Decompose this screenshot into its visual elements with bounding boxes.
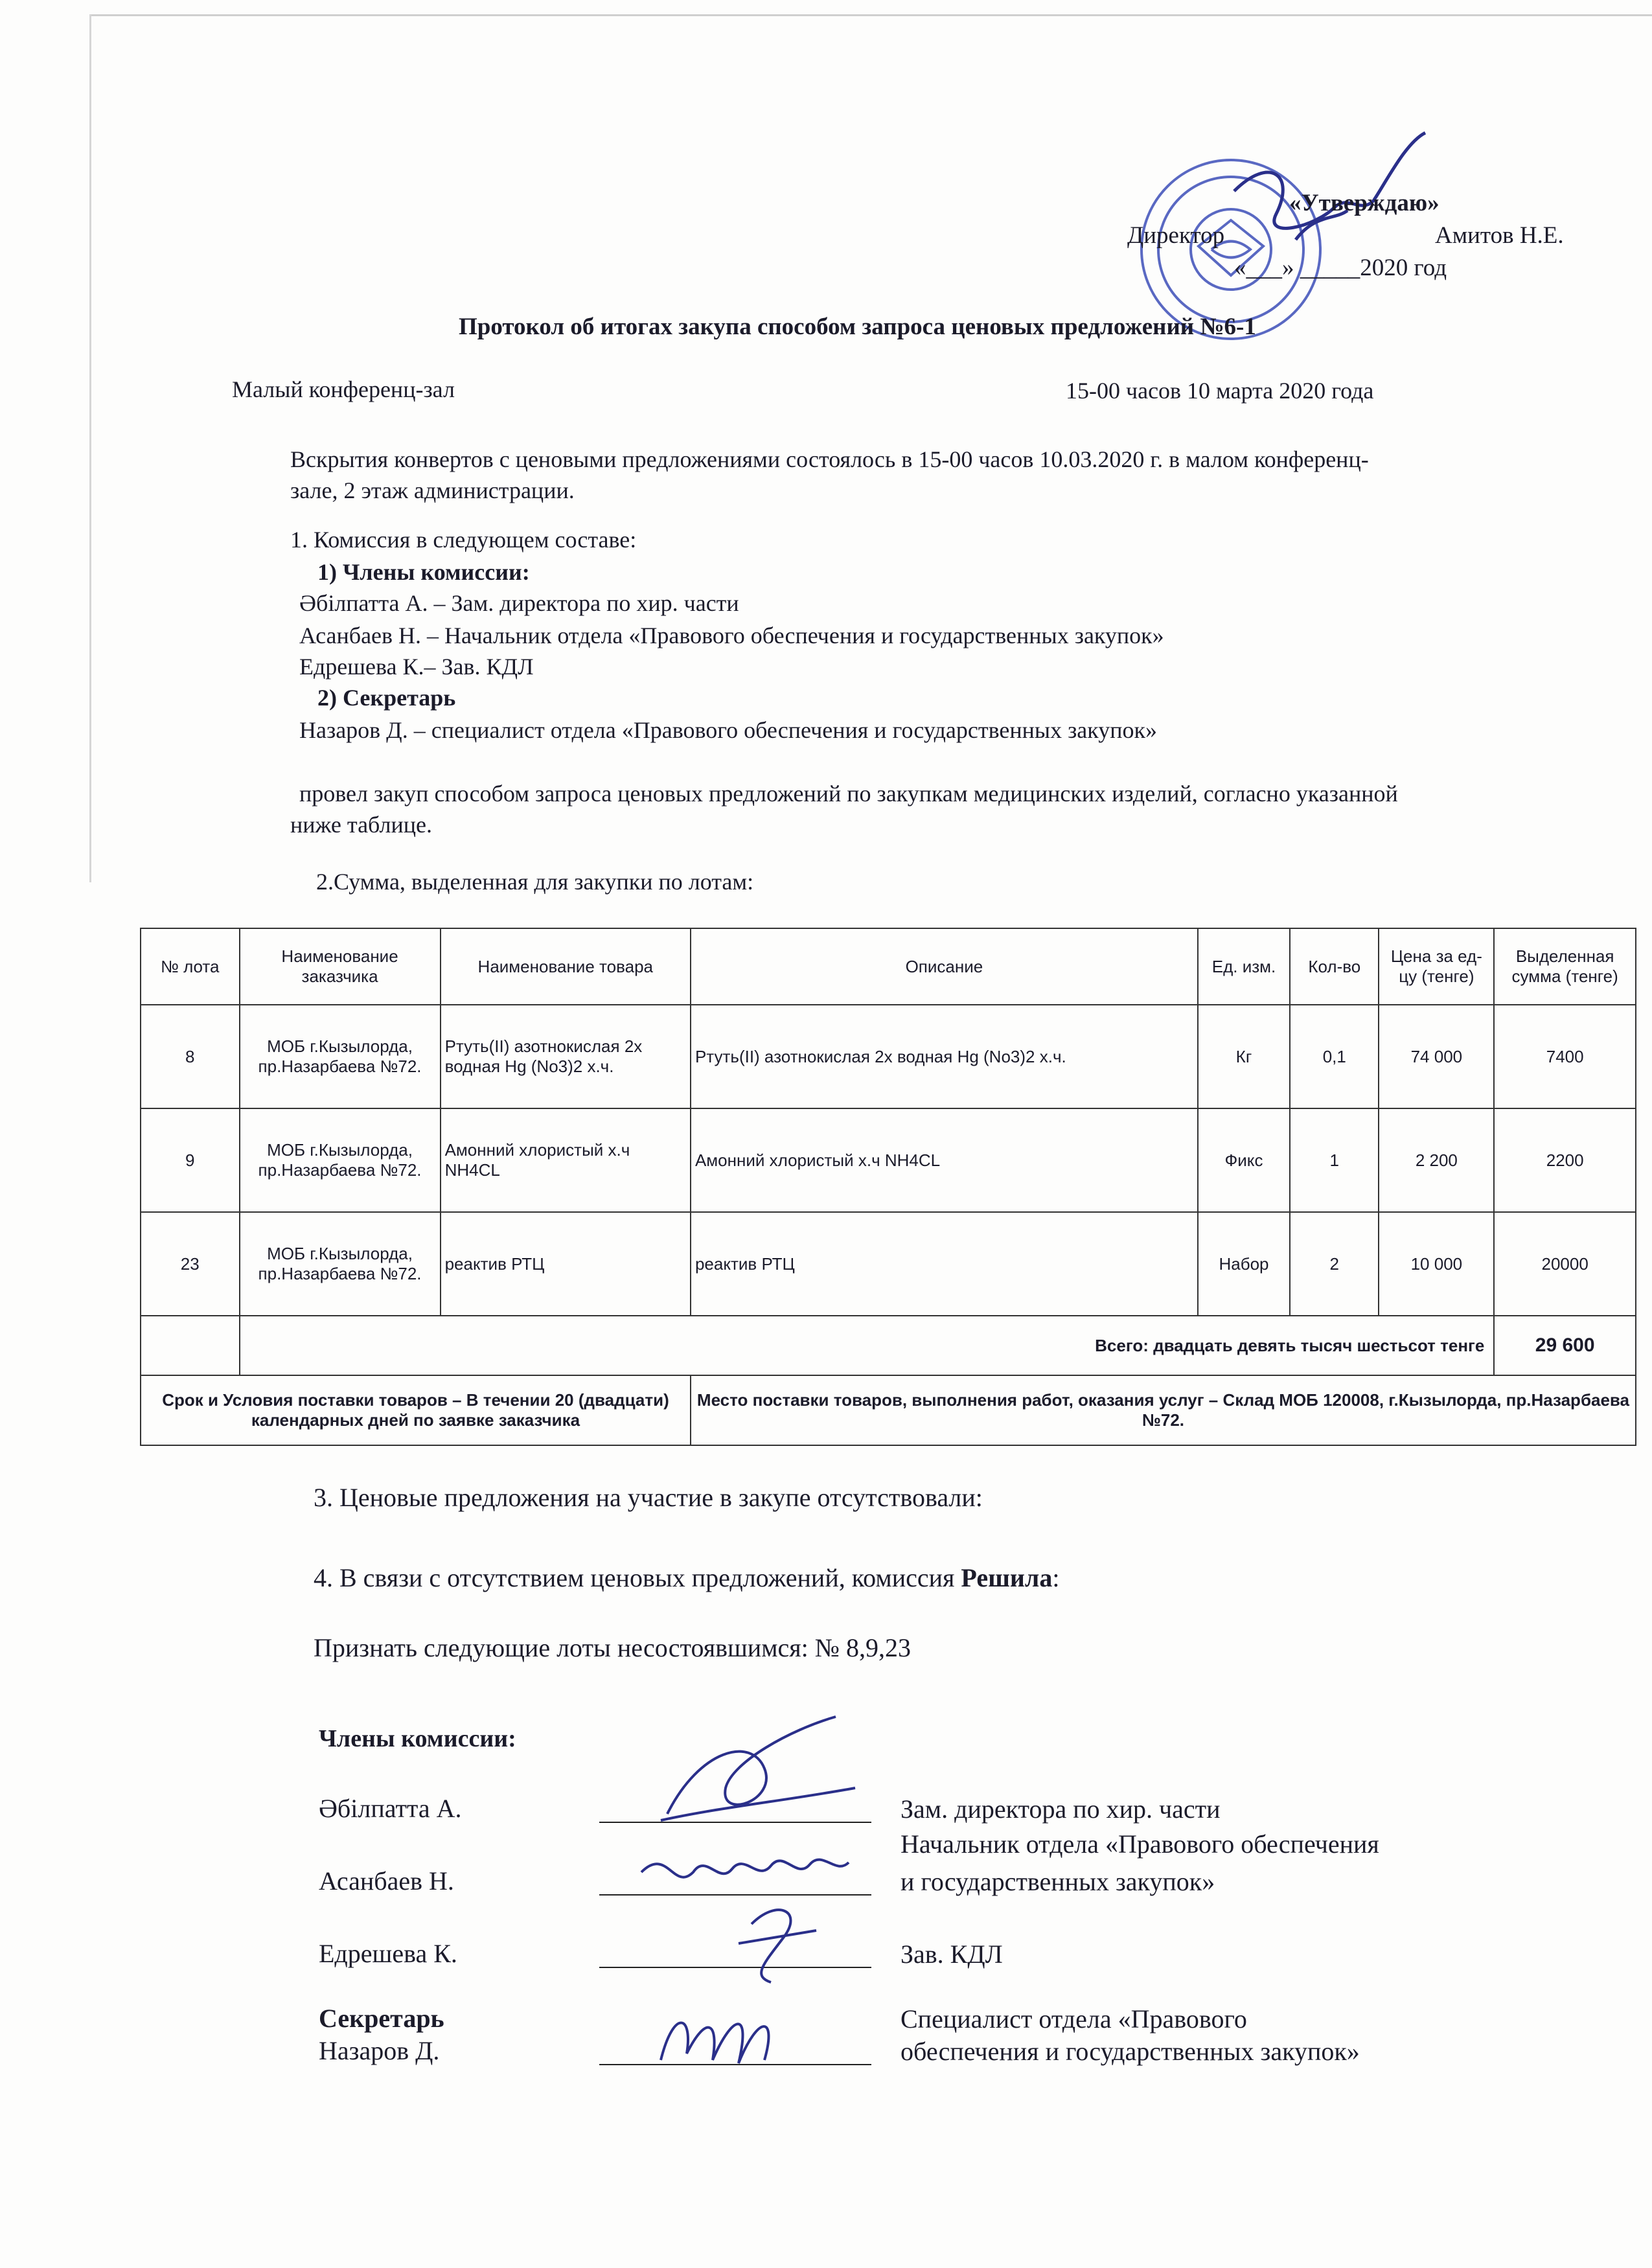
signer-role: и государственных закупок»: [901, 1867, 1215, 1896]
unit-cell: Набор: [1198, 1212, 1290, 1316]
description-cell: Амонний хлористый х.ч NH4CL: [691, 1108, 1198, 1212]
product-cell: реактив РТЦ: [441, 1212, 691, 1316]
sum-cell: 7400: [1494, 1005, 1636, 1108]
price-cell: 2 200: [1379, 1108, 1494, 1212]
secretary-heading-sign: Секретарь: [319, 2004, 444, 2033]
approval-stamp-label: «Утверждаю»: [1289, 190, 1440, 216]
director-name: Амитов Н.Е.: [1435, 222, 1564, 249]
terms-row: [141, 1375, 1636, 1445]
signer-name: Едрешева К.: [319, 1939, 457, 1968]
venue: Малый конференц-зал: [232, 376, 455, 402]
header-cell: Выделенная сумма (тенге): [1494, 928, 1636, 1005]
secretary-role: обеспечения и государственных закупок»: [901, 2037, 1360, 2066]
decision-keyword: Решила: [961, 1563, 1053, 1592]
sum-cell: 20000: [1494, 1212, 1636, 1316]
total-label: Всего: двадцать девять тысяч шестьсот тенге: [240, 1316, 1495, 1375]
table-row: [141, 1108, 1636, 1212]
section-4: 4. В связи с отсутствием ценовых предложений, комиссия Решила:: [314, 1563, 1060, 1592]
product-cell: Ртуть(II) азотнокислая 2х водная Hg (No3)2 х.ч.: [441, 1005, 691, 1108]
signature-nazarov: [661, 2023, 768, 2064]
opening-paragraph-line1: Вскрытия конвертов с ценовыми предложениями состоялось в 15-00 часов 10.03.2020 г. в малом конференц-: [290, 446, 1369, 472]
section-5: Признать следующие лоты несостоявшимся: № 8,9,23: [314, 1633, 911, 1662]
customer-cell: МОБ г.Кызылорда, пр.Назарбаева №72.: [240, 1005, 441, 1108]
director-label: Директор: [1127, 222, 1225, 249]
unit-cell: Кг: [1198, 1005, 1290, 1108]
total-row: [141, 1316, 1636, 1375]
signature-edresheva: [739, 1910, 816, 1982]
price-cell: 74 000: [1379, 1005, 1494, 1108]
signer-name: Асанбаев Н.: [319, 1866, 454, 1896]
header-cell: Ед. изм.: [1198, 928, 1290, 1005]
secretary-heading: 2) Секретарь: [317, 685, 456, 711]
description-cell: реактив РТЦ: [691, 1212, 1198, 1316]
table-row: [141, 1005, 1636, 1108]
scan-edge-top: [91, 14, 1652, 16]
unit-cell: Фикс: [1198, 1108, 1290, 1212]
delivery-place: Место поставки товаров, выполнения работ, оказания услуг – Склад МОБ 120008, г.Кызылорда, пр.Назарбаева №72.: [691, 1375, 1636, 1445]
lot-number: 9: [141, 1108, 240, 1212]
lot-number: 8: [141, 1005, 240, 1108]
lot-number: 23: [141, 1212, 240, 1316]
header-cell: Цена за ед-цу (тенге): [1379, 928, 1494, 1005]
total-value: 29 600: [1494, 1316, 1636, 1375]
secretary-role: Специалист отдела «Правового: [901, 2004, 1247, 2033]
header-cell: Описание: [691, 928, 1198, 1005]
header-cell: Наименование заказчика: [240, 928, 441, 1005]
secretary-name: Назаров Д.: [319, 2036, 440, 2065]
signature-asanbaev: [641, 1860, 849, 1877]
section-3: 3. Ценовые предложения на участие в закупе отсутствовали:: [314, 1483, 983, 1512]
empty-cell: [141, 1316, 240, 1375]
product-cell: Амонний хлористый х.ч NH4CL: [441, 1108, 691, 1212]
header-cell: № лота: [141, 928, 240, 1005]
handwritten-signatures: [622, 1710, 894, 2086]
venue-time: 15-00 часов 10 марта 2020 года: [1066, 378, 1374, 404]
purpose-line1: провел закуп способом запроса ценовых предложений по закупкам медицинских изделий, согласно указанной: [299, 781, 1398, 807]
signer-role: Зав. КДЛ: [901, 1940, 1003, 1969]
member-line: Асанбаев Н. – Начальник отдела «Правового обеспечения и государственных закупок»: [299, 623, 1164, 648]
secretary-line: Назаров Д. – специалист отдела «Правового обеспечения и государственных закупок»: [299, 717, 1158, 743]
table-header-row: [141, 928, 1636, 1005]
opening-paragraph-line2: зале, 2 этаж администрации.: [290, 477, 575, 503]
member-line: Әбілпатта А. – Зам. директора по хир. части: [299, 590, 739, 616]
delivery-terms: Срок и Условия поставки товаров – В течении 20 (двадцати) календарных дней по заявке заказчика: [141, 1375, 691, 1445]
header-cell: Кол-во: [1290, 928, 1379, 1005]
price-cell: 10 000: [1379, 1212, 1494, 1316]
header-cell: Наименование товара: [441, 928, 691, 1005]
signatures-heading: Члены комиссии:: [319, 1725, 516, 1752]
signer-name: Әбілпатта А.: [319, 1794, 462, 1823]
member-line: Едрешева К.– Зав. КДЛ: [299, 654, 534, 680]
sum-cell: 2200: [1494, 1108, 1636, 1212]
qty-cell: 1: [1290, 1108, 1379, 1212]
qty-cell: 2: [1290, 1212, 1379, 1316]
scan-edge-left: [89, 14, 91, 882]
signature-abilpatta: [661, 1717, 855, 1820]
members-heading: 1) Члены комиссии:: [317, 559, 530, 585]
sum-heading: 2.Сумма, выделенная для закупки по лотам:: [316, 869, 754, 895]
table-row: [141, 1212, 1636, 1316]
purpose-line2: ниже таблице.: [290, 812, 432, 838]
signer-role: Начальник отдела «Правового обеспечения: [901, 1829, 1379, 1859]
signer-role: Зам. директора по хир. части: [901, 1794, 1221, 1824]
approval-date-line: «___» _____2020 год: [1234, 255, 1447, 281]
qty-cell: 0,1: [1290, 1005, 1379, 1108]
description-cell: Ртуть(II) азотнокислая 2х водная Hg (No3)2 х.ч.: [691, 1005, 1198, 1108]
commission-heading: 1. Комиссия в следующем составе:: [290, 527, 637, 553]
document-title: Протокол об итогах закупа способом запроса ценовых предложений №6-1: [459, 314, 1256, 340]
customer-cell: МОБ г.Кызылорда, пр.Назарбаева №72.: [240, 1212, 441, 1316]
customer-cell: МОБ г.Кызылорда, пр.Назарбаева №72.: [240, 1108, 441, 1212]
lots-table: [140, 928, 1636, 1446]
